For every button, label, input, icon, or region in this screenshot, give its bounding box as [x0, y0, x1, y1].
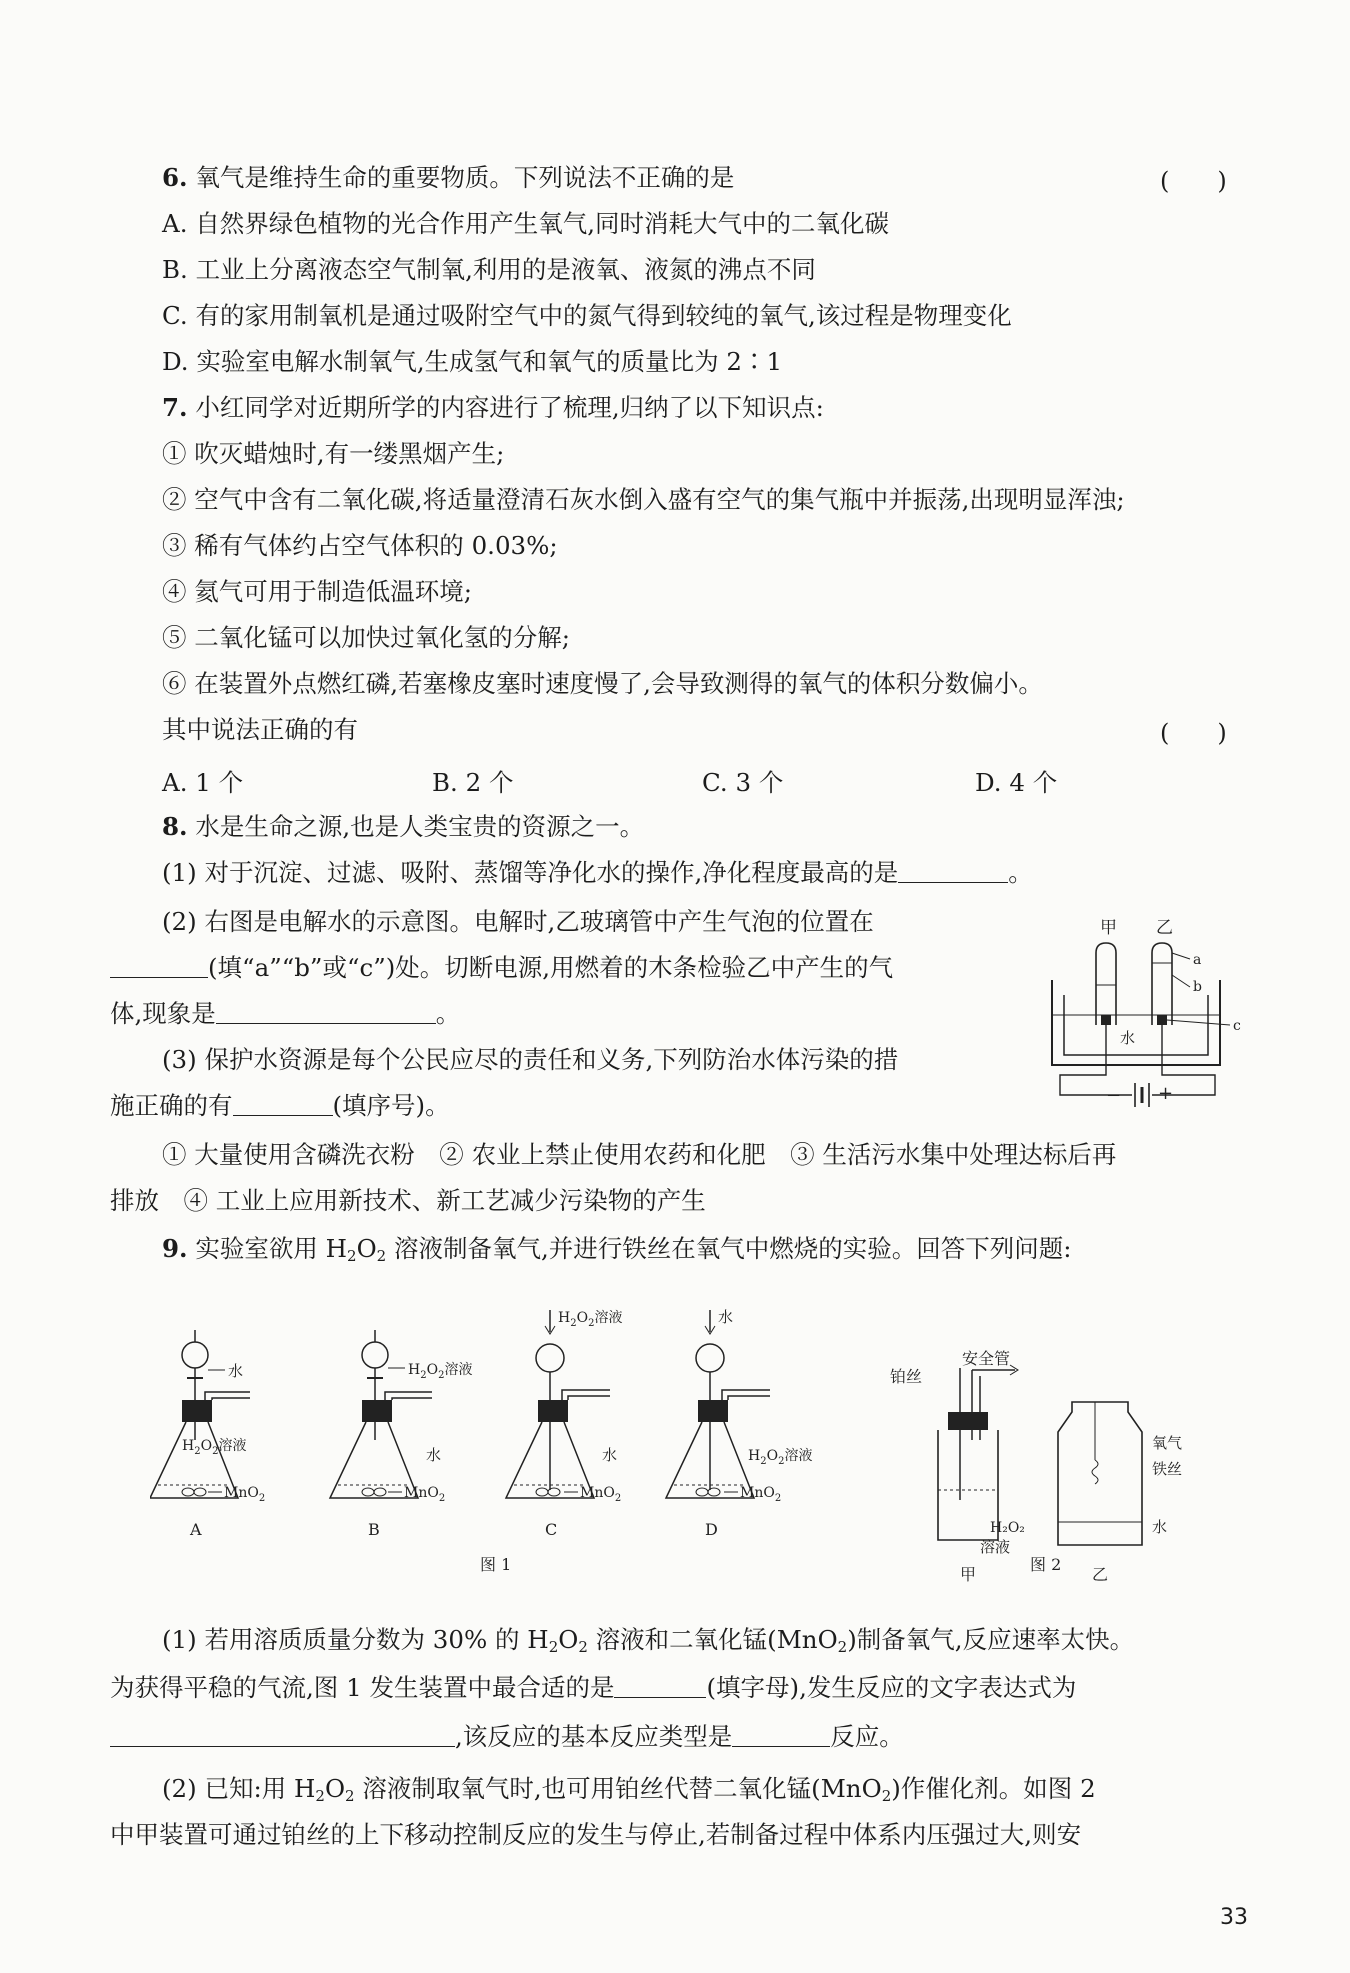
d-mno2-label: MnO$_2$ — [740, 1485, 782, 1504]
q7-option-d: D. 4 个 — [975, 768, 1058, 797]
a-h2o2-label: $H_2O_2$溶液 — [182, 1438, 247, 1457]
q6-answer-paren: ( ) — [1160, 167, 1227, 195]
q9-number: 9. — [162, 1234, 188, 1263]
q8-part3-blank[interactable] — [233, 1115, 333, 1116]
q8-choices-line2: 排放 ④ 工业上应用新技术、新工艺减少污染物的产生 — [110, 1186, 706, 1215]
q7-item-5: ⑤ 二氧化锰可以加快过氧化氢的分解; — [162, 623, 571, 652]
apparatus-c-letter: C — [545, 1520, 558, 1539]
q6-stem — [162, 161, 734, 195]
safety-tube-label: 安全管 — [962, 1349, 1011, 1368]
q7-option-b: B. 2 个 — [432, 768, 514, 797]
q6-option-a: A. 自然界绿色植物的光合作用产生氧气,同时消耗大气中的二氧化碳 — [162, 209, 890, 238]
tube-yi-label: 乙 — [1156, 918, 1173, 938]
q8-number: 8. — [162, 812, 188, 841]
iron-wire-label: 铁丝 — [1152, 1460, 1183, 1478]
yi-water-label: 水 — [1152, 1518, 1168, 1536]
q8-part3-line2-end: (填序号)。 — [332, 1091, 450, 1120]
q7-option-a: A. 1 个 — [162, 768, 244, 797]
figure-2-apparatus — [880, 1340, 1220, 1590]
q9-part2-line1: (2) 已知:用 $H_2O_2$ 溶液制取氧气时,也可用铂丝代替二氧化锰(MnO$_2$)作催化剂。如图 2 — [162, 1774, 1096, 1805]
q9-stem-b: O — [356, 1234, 377, 1263]
q7-number: 7. — [162, 393, 188, 422]
q8-stem-text: 水是生命之源,也是人类宝贵的资源之一。 — [195, 812, 645, 841]
b-h2o2-label: $H_2O_2$溶液 — [408, 1362, 473, 1381]
q6-number: 6. — [162, 163, 188, 192]
q9-part1-g: ,该反应的基本反应类型是 — [455, 1722, 733, 1751]
q9-part2-b: O — [324, 1774, 346, 1803]
apparatus-c — [506, 1309, 622, 1539]
q7-question: 其中说法正确的有 — [162, 715, 358, 744]
q9-part1-a: (1) 若用溶质质量分数为 30% 的 H — [162, 1625, 549, 1654]
q8-part1-text: (1) 对于沉淀、过滤、吸附、蒸馏等净化水的操作,净化程度最高的是 — [162, 858, 899, 887]
q8-part2-line3 — [110, 997, 460, 1031]
q9-part1-line1: (1) 若用溶质质量分数为 30% 的 $H_2O_2$ 溶液和二氧化锰(MnO$_2$)制备氧气,反应速率太快。 — [162, 1625, 1135, 1656]
label-a: a — [1193, 952, 1202, 968]
apparatus-b-letter: B — [368, 1520, 380, 1539]
q9-part2-line2: 中甲装置可通过铂丝的上下移动控制反应的发生与停止,若制备过程中体系内压强过大,则安 — [110, 1820, 1082, 1849]
q9-part2-d: )作催化剂。如图 2 — [891, 1774, 1096, 1803]
q8-part2-line3-text: 体,现象是 — [110, 999, 216, 1028]
label-c: c — [1233, 1018, 1241, 1034]
apparatus-a — [150, 1330, 265, 1539]
d-water-top-label: 水 — [718, 1308, 734, 1326]
water-label: 水 — [1120, 1029, 1136, 1047]
q9-part2-a: (2) 已知:用 H — [162, 1774, 316, 1803]
q7-item-3: ③ 稀有气体约占空气体积的 0.03%; — [162, 531, 558, 560]
q8-part2-blank-phenomenon[interactable] — [216, 1023, 436, 1024]
q8-part2-blank-position[interactable] — [110, 977, 208, 978]
q9-stem: 9. 实验室欲用 $H_2O_2$ 溶液制备氧气,并进行铁丝在氧气中燃烧的实验。回答下列问题: — [162, 1234, 1072, 1265]
q9-part1-line3 — [110, 1720, 904, 1754]
q7-answer-paren: ( ) — [1160, 719, 1227, 747]
electrolysis-figure — [1040, 915, 1280, 1110]
q6-option-b: B. 工业上分离液态空气制氧,利用的是液氧、液氮的沸点不同 — [162, 255, 816, 284]
apparatus-jia-letter: 甲 — [960, 1565, 977, 1584]
q8-part1-blank[interactable] — [898, 882, 1008, 883]
q8-part3-line2-text: 施正确的有 — [110, 1091, 233, 1120]
apparatus-d-letter: D — [705, 1520, 718, 1539]
q8-part2-line1: (2) 右图是电解水的示意图。电解时,乙玻璃管中产生气泡的位置在 — [162, 907, 874, 936]
page-number: 33 — [1220, 1905, 1248, 1930]
q7-stem — [162, 391, 824, 425]
q8-part3-line2 — [110, 1089, 450, 1123]
oxygen-label: 氧气 — [1152, 1434, 1183, 1452]
q8-stem — [162, 810, 644, 844]
q7-stem-text: 小红同学对近期所学的内容进行了梳理,归纳了以下知识点: — [195, 393, 824, 422]
b-mno2-label: MnO$_2$ — [404, 1485, 446, 1504]
q8-part1-end: 。 — [1008, 858, 1033, 887]
q7-item-1: ① 吹灭蜡烛时,有一缕黑烟产生; — [162, 439, 505, 468]
c-mno2-label: MnO$_2$ — [580, 1485, 622, 1504]
q8-part3-line1: (3) 保护水资源是每个公民应尽的责任和义务,下列防治水体污染的措 — [162, 1045, 899, 1074]
q9-part1-e: 为获得平稳的气流,图 1 发生装置中最合适的是 — [110, 1673, 615, 1702]
q9-part1-blank-letter[interactable] — [614, 1697, 706, 1698]
q9-part1-b: O — [558, 1625, 579, 1654]
apparatus-yi-letter: 乙 — [1092, 1565, 1109, 1584]
c-h2o2-label: $H_2O_2$溶液 — [558, 1310, 623, 1329]
apparatus-d — [666, 1308, 812, 1539]
pt-wire-label: 铂丝 — [890, 1367, 923, 1386]
q9-part1-f: (填字母),发生反应的文字表达式为 — [706, 1673, 1077, 1702]
plus-sign: + — [1158, 1083, 1174, 1104]
tube-jia-label: 甲 — [1100, 918, 1117, 938]
q9-part1-line2 — [110, 1671, 1076, 1705]
label-b: b — [1193, 979, 1202, 995]
apparatus-a-letter: A — [190, 1520, 202, 1539]
q9-part1-c: 溶液和二氧化锰(MnO — [587, 1625, 838, 1654]
q9-part1-blank-type[interactable] — [732, 1746, 830, 1747]
apparatus-b — [330, 1330, 472, 1539]
q9-part1-d: )制备氧气,反应速率太快。 — [847, 1625, 1135, 1654]
q9-part1-blank-expression[interactable] — [110, 1746, 455, 1747]
c-water-label: 水 — [602, 1446, 618, 1464]
q9-part1-h: 反应。 — [830, 1722, 904, 1751]
figure-1-caption: 图 1 — [480, 1555, 512, 1574]
q9-stem-a: 实验室欲用 H — [195, 1234, 348, 1263]
minus-sign: − — [1106, 1085, 1122, 1106]
q7-option-c: C. 3 个 — [702, 768, 784, 797]
a-water-label: 水 — [228, 1362, 244, 1380]
apparatus-jia — [890, 1349, 1025, 1584]
q8-part2-line2-text: (填“a”“b”或“c”)处。切断电源,用燃着的木条检验乙中产生的气 — [208, 953, 894, 982]
figure-2-caption: 图 2 — [1030, 1555, 1062, 1574]
q7-item-6: ⑥ 在装置外点燃红磷,若塞橡皮塞时速度慢了,会导致测得的氧气的体积分数偏小。 — [162, 669, 1043, 698]
apparatus-yi — [1058, 1402, 1182, 1584]
a-mno2-label: MnO$_2$ — [224, 1485, 266, 1504]
jia-h2o2-label: H₂O₂ — [990, 1520, 1025, 1536]
figure-1-apparatus — [150, 1300, 850, 1590]
q8-choices-line1: ① 大量使用含磷洗衣粉 ② 农业上禁止使用农药和化肥 ③ 生活污水集中处理达标后再 — [162, 1140, 1117, 1169]
q6-option-c: C. 有的家用制氧机是通过吸附空气中的氮气得到较纯的氧气,该过程是物理变化 — [162, 301, 1012, 330]
d-h2o2-label: $H_2O_2$溶液 — [748, 1448, 813, 1467]
q6-stem-text: 氧气是维持生命的重要物质。下列说法不正确的是 — [195, 163, 735, 192]
q8-part2-line2 — [110, 951, 893, 985]
q8-part1 — [162, 856, 1033, 890]
q7-item-4: ④ 氦气可用于制造低温环境; — [162, 577, 473, 606]
q7-item-2: ② 空气中含有二氧化碳,将适量澄清石灰水倒入盛有空气的集气瓶中并振荡,出现明显浑浊; — [162, 485, 1125, 514]
q9-stem-c: 溶液制备氧气,并进行铁丝在氧气中燃烧的实验。回答下列问题: — [386, 1234, 1072, 1263]
jia-solution-label: 溶液 — [980, 1538, 1011, 1556]
q9-part2-c: 溶液制取氧气时,也可用铂丝代替二氧化锰(MnO — [354, 1774, 882, 1803]
b-water-label: 水 — [426, 1446, 442, 1464]
q6-option-d: D. 实验室电解水制氧气,生成氢气和氧气的质量比为 2∶1 — [162, 347, 783, 376]
q8-part2-line3-end: 。 — [435, 999, 461, 1028]
